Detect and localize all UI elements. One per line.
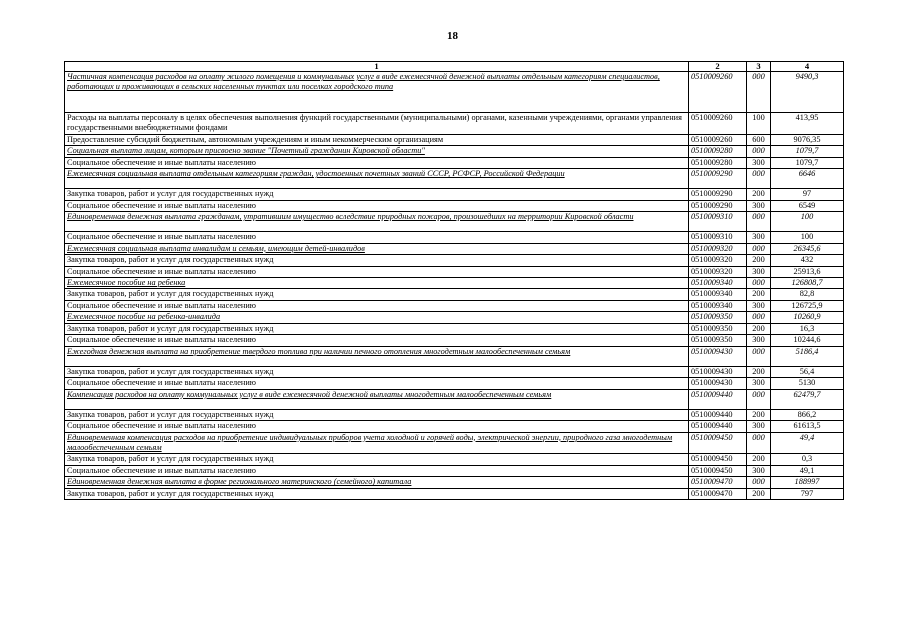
- row-expense-type: 000: [747, 72, 771, 113]
- row-amount: 1079,7: [771, 146, 844, 157]
- table-row: [65, 169, 844, 189]
- row-amount: 61613,5: [771, 421, 844, 432]
- table-row: [65, 378, 844, 389]
- row-amount: 9490,3: [771, 72, 844, 113]
- row-code: 0510009320: [689, 243, 747, 254]
- row-amount: 188997: [771, 477, 844, 488]
- table-row: [65, 323, 844, 334]
- table-row: [65, 243, 844, 254]
- row-name: Ежемесячная социальная выплата отдельным категориям граждан, удостоенных почетных званий СССР, РСФСР, Российской Федерации: [65, 169, 689, 189]
- table-row: [65, 255, 844, 266]
- row-name: Социальное обеспечение и иные выплаты населению: [65, 157, 689, 168]
- row-expense-type: 300: [747, 300, 771, 311]
- row-expense-type: 200: [747, 409, 771, 420]
- row-code: 0510009350: [689, 323, 747, 334]
- row-expense-type: 300: [747, 378, 771, 389]
- row-name: Закупка товаров, работ и услуг для государственных нужд: [65, 323, 689, 334]
- table-row: [65, 312, 844, 323]
- row-name: Ежемесячное пособие на ребенка: [65, 277, 689, 288]
- row-code: 0510009440: [689, 389, 747, 409]
- row-amount: 100: [771, 232, 844, 243]
- table-row: [65, 366, 844, 377]
- row-code: 0510009310: [689, 232, 747, 243]
- table-row: [65, 157, 844, 168]
- table-row: [65, 389, 844, 409]
- row-code: 0510009290: [689, 200, 747, 211]
- row-code: 0510009470: [689, 477, 747, 488]
- row-expense-type: 300: [747, 335, 771, 346]
- table-row: [65, 189, 844, 200]
- row-name: Единовременная компенсация расходов на приобретение индивидуальных приборов учета холодной и горячей воды, электрической энергии, природного газа многодетным малообеспеченным семьям: [65, 432, 689, 454]
- row-amount: 0,3: [771, 454, 844, 465]
- header-col-code: 2: [689, 62, 747, 72]
- row-name: Предоставление субсидий бюджетным, автономным учреждениям и иным некоммерческим организациям: [65, 134, 689, 145]
- table-row: [65, 346, 844, 366]
- row-name: Расходы на выплаты персоналу в целях обеспечения выполнения функций государственными (муниципальными) органами, казенными учреждениями, органами управления государственными внебюджетными фондами: [65, 113, 689, 135]
- table-row: [65, 432, 844, 454]
- row-amount: 49,4: [771, 432, 844, 454]
- row-code: 0510009450: [689, 432, 747, 454]
- row-code: 0510009450: [689, 465, 747, 476]
- row-name: Ежемесячная социальная выплата инвалидам и семьям, имеющим детей-инвалидов: [65, 243, 689, 254]
- row-code: 0510009290: [689, 169, 747, 189]
- row-name: Социальное обеспечение и иные выплаты населению: [65, 421, 689, 432]
- table-row: [65, 289, 844, 300]
- row-expense-type: 200: [747, 189, 771, 200]
- table-row: [65, 335, 844, 346]
- row-name: Социальное обеспечение и иные выплаты населению: [65, 378, 689, 389]
- row-amount: 100: [771, 212, 844, 232]
- row-amount: 432: [771, 255, 844, 266]
- row-expense-type: 200: [747, 323, 771, 334]
- table-row: [65, 72, 844, 113]
- row-expense-type: 100: [747, 113, 771, 135]
- row-expense-type: 000: [747, 277, 771, 288]
- row-amount: 126808,7: [771, 277, 844, 288]
- row-expense-type: 000: [747, 169, 771, 189]
- table-row: [65, 266, 844, 277]
- row-name: Компенсация расходов на оплату коммунальных услуг в виде ежемесячной денежной выплаты многодетным малообеспеченным семьям: [65, 389, 689, 409]
- row-expense-type: 200: [747, 488, 771, 499]
- row-expense-type: 300: [747, 421, 771, 432]
- row-amount: 6549: [771, 200, 844, 211]
- row-code: 0510009260: [689, 113, 747, 135]
- row-code: 0510009350: [689, 335, 747, 346]
- table-row: [65, 277, 844, 288]
- row-code: 0510009440: [689, 409, 747, 420]
- header-col-sum: 4: [771, 62, 844, 72]
- row-amount: 9076,35: [771, 134, 844, 145]
- row-amount: 126725,9: [771, 300, 844, 311]
- row-name: Закупка товаров, работ и услуг для государственных нужд: [65, 189, 689, 200]
- table-row: [65, 134, 844, 145]
- row-name: Единовременная денежная выплата гражданам, утратившим имущество вследствие природных пожаров, произошедших на территории Кировской области: [65, 212, 689, 232]
- row-expense-type: 600: [747, 134, 771, 145]
- row-code: 0510009340: [689, 300, 747, 311]
- row-amount: 5186,4: [771, 346, 844, 366]
- row-expense-type: 200: [747, 454, 771, 465]
- row-code: 0510009290: [689, 189, 747, 200]
- row-amount: 5130: [771, 378, 844, 389]
- row-code: 0510009310: [689, 212, 747, 232]
- row-expense-type: 300: [747, 465, 771, 476]
- row-name: Закупка товаров, работ и услуг для государственных нужд: [65, 488, 689, 499]
- row-code: 0510009340: [689, 289, 747, 300]
- row-expense-type: 300: [747, 232, 771, 243]
- page-number: 18: [447, 30, 458, 42]
- row-amount: 10244,6: [771, 335, 844, 346]
- table-row: [65, 200, 844, 211]
- row-code: 0510009260: [689, 134, 747, 145]
- row-amount: 25913,6: [771, 266, 844, 277]
- row-name: Социальная выплата лицам, которым присвоено звание "Почетный гражданин Кировской области": [65, 146, 689, 157]
- budget-table-body: [65, 62, 844, 500]
- row-expense-type: 000: [747, 212, 771, 232]
- row-amount: 6646: [771, 169, 844, 189]
- row-amount: 797: [771, 488, 844, 499]
- row-expense-type: 000: [747, 312, 771, 323]
- table-row: [65, 409, 844, 420]
- row-name: Социальное обеспечение и иные выплаты населению: [65, 266, 689, 277]
- table-row: [65, 488, 844, 499]
- row-expense-type: 000: [747, 346, 771, 366]
- row-code: 0510009440: [689, 421, 747, 432]
- row-name: Закупка товаров, работ и услуг для государственных нужд: [65, 289, 689, 300]
- row-name: Единовременная денежная выплата в форме регионального материнского (семейного) капитала: [65, 477, 689, 488]
- row-amount: 16,3: [771, 323, 844, 334]
- row-code: 0510009430: [689, 378, 747, 389]
- row-name: Частичная компенсация расходов на оплату жилого помещения и коммунальных услуг в виде ежемесячной денежной выплаты отдельным категориям специалистов, работающих и проживающих в сельских населенных пунктах или поселках городского типа: [65, 72, 689, 113]
- row-code: 0510009430: [689, 366, 747, 377]
- table-row: [65, 477, 844, 488]
- row-expense-type: 300: [747, 157, 771, 168]
- row-amount: 56,4: [771, 366, 844, 377]
- row-amount: 26345,6: [771, 243, 844, 254]
- table-row: [65, 421, 844, 432]
- row-expense-type: 300: [747, 266, 771, 277]
- table-row: [65, 300, 844, 311]
- row-name: Социальное обеспечение и иные выплаты населению: [65, 200, 689, 211]
- row-name: Ежегодная денежная выплата на приобретение твердого топлива при наличии печного отопления многодетным малообеспеченным семьям: [65, 346, 689, 366]
- row-name: Социальное обеспечение и иные выплаты населению: [65, 300, 689, 311]
- row-expense-type: 000: [747, 477, 771, 488]
- row-amount: 10260,9: [771, 312, 844, 323]
- row-amount: 866,2: [771, 409, 844, 420]
- row-code: 0510009280: [689, 157, 747, 168]
- table-row: [65, 465, 844, 476]
- budget-table: [64, 61, 844, 500]
- row-expense-type: 000: [747, 389, 771, 409]
- row-name: Социальное обеспечение и иные выплаты населению: [65, 232, 689, 243]
- row-expense-type: 000: [747, 432, 771, 454]
- row-expense-type: 000: [747, 243, 771, 254]
- table-row: [65, 146, 844, 157]
- row-name: Закупка товаров, работ и услуг для государственных нужд: [65, 255, 689, 266]
- row-name: Социальное обеспечение и иные выплаты населению: [65, 335, 689, 346]
- table-header-row: [65, 62, 844, 72]
- row-amount: 413,95: [771, 113, 844, 135]
- table-row: [65, 454, 844, 465]
- row-amount: 82,8: [771, 289, 844, 300]
- header-col-type: 3: [747, 62, 771, 72]
- row-code: 0510009430: [689, 346, 747, 366]
- header-col-name: 1: [65, 62, 689, 72]
- row-expense-type: 200: [747, 255, 771, 266]
- row-expense-type: 300: [747, 200, 771, 211]
- row-code: 0510009470: [689, 488, 747, 499]
- row-amount: 97: [771, 189, 844, 200]
- table-row: [65, 212, 844, 232]
- row-name: Ежемесячное пособие на ребенка-инвалида: [65, 312, 689, 323]
- row-code: 0510009320: [689, 266, 747, 277]
- row-expense-type: 000: [747, 146, 771, 157]
- row-code: 0510009450: [689, 454, 747, 465]
- row-code: 0510009320: [689, 255, 747, 266]
- table-row: [65, 232, 844, 243]
- row-amount: 62479,7: [771, 389, 844, 409]
- row-expense-type: 200: [747, 366, 771, 377]
- row-code: 0510009280: [689, 146, 747, 157]
- row-amount: 1079,7: [771, 157, 844, 168]
- row-expense-type: 200: [747, 289, 771, 300]
- table-row: [65, 113, 844, 135]
- row-name: Закупка товаров, работ и услуг для государственных нужд: [65, 366, 689, 377]
- row-amount: 49,1: [771, 465, 844, 476]
- row-name: Закупка товаров, работ и услуг для государственных нужд: [65, 409, 689, 420]
- row-code: 0510009260: [689, 72, 747, 113]
- row-code: 0510009350: [689, 312, 747, 323]
- row-code: 0510009340: [689, 277, 747, 288]
- row-name: Социальное обеспечение и иные выплаты населению: [65, 465, 689, 476]
- row-name: Закупка товаров, работ и услуг для государственных нужд: [65, 454, 689, 465]
